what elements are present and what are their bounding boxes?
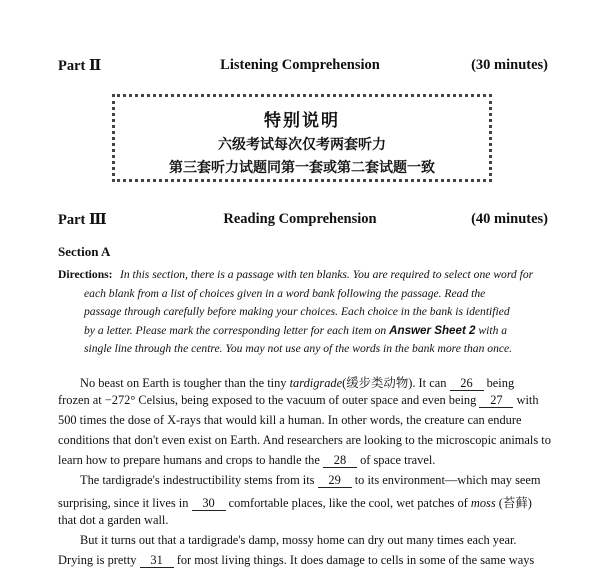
passage-p2-line-1	[80, 473, 541, 488]
blank-26: 26	[450, 377, 484, 391]
passage-p3-line-1: But it turns out that a tardigrade's damp, mossy home can dry out many times each year.	[80, 533, 517, 547]
passage-p3-line-2	[58, 553, 534, 568]
text: comfortable places, like the cool, wet patches of	[228, 496, 468, 510]
passage-p1-line-5	[58, 453, 435, 468]
passage-p1-line-2	[58, 393, 539, 408]
part-2-number: Part Ⅱ	[58, 58, 102, 74]
part-3-number: Part Ⅲ	[58, 212, 107, 228]
term-tardigrade: tardigrade	[289, 376, 343, 390]
directions-line-4-text: by a letter. Please mark the corresponding letter for each item on	[84, 323, 387, 337]
text: for most living things. It does damage to cells in some of the same ways	[176, 553, 535, 567]
blank-31: 31	[140, 554, 174, 568]
blank-30: 30	[192, 497, 226, 511]
text: (缓步类动物). It can	[342, 376, 447, 390]
directions-line-4	[84, 322, 507, 341]
passage-p2-line-3: that dot a garden wall.	[58, 513, 169, 527]
notice-title: 特别说明	[264, 111, 340, 131]
part-2-duration: (30 minutes)	[471, 57, 548, 73]
passage-p1-line-3: 500 times the dose of X-rays that would kill a human. In other words, the creature can endure	[58, 413, 522, 427]
blank-28: 28	[323, 454, 357, 468]
part-2-title: Listening Comprehension	[220, 57, 380, 73]
text: being	[486, 376, 515, 390]
text: surprising, since it lives in	[58, 496, 189, 510]
part-3-duration: (40 minutes)	[471, 211, 548, 227]
notice-line-1: 六级考试每次仅考两套听力	[218, 137, 386, 153]
blank-29: 29	[318, 474, 352, 488]
answer-sheet-ref: Answer Sheet 2	[389, 323, 476, 337]
special-notice-box	[112, 94, 492, 182]
text: No beast on Earth is tougher than the tiny	[80, 376, 287, 390]
text: Drying is pretty	[58, 553, 137, 567]
directions-line-2: each blank from a list of choices given in a word bank following the passage. Read the	[84, 286, 486, 300]
directions-line-4-end: with a	[478, 323, 508, 337]
directions-line-5: single line through the centre. You may not use any of the words in the bank more than once.	[84, 342, 513, 356]
text: frozen at −272° Celsius, being exposed to the vacuum of outer space and even being	[58, 393, 477, 407]
directions-line-3: passage through carefully before making your choices. Each choice in the bank is identified	[84, 305, 510, 319]
part-3-title: Reading Comprehension	[223, 211, 377, 227]
passage-p1-line-4: conditions that don't even exist on Earth. And researchers are looking to the microscopic animals to	[58, 433, 551, 447]
section-a-heading: Section A	[58, 244, 111, 259]
text: with	[516, 393, 539, 407]
text: of space travel.	[360, 453, 436, 467]
passage-p1-line-1	[80, 373, 514, 391]
text: learn how to prepare humans and crops to handle the	[58, 453, 320, 467]
passage-p2-line-2	[58, 493, 532, 511]
directions-line-1: In this section, there is a passage with ten blanks. You are required to select one word for	[120, 268, 534, 281]
notice-line-2: 第三套听力试题同第一套或第二套试题一致	[169, 160, 435, 176]
term-moss: moss	[470, 496, 496, 510]
blank-27: 27	[479, 394, 513, 408]
directions-label: Directions:	[58, 268, 113, 281]
text: The tardigrade's indestructibility stems from its	[80, 473, 315, 487]
text: to its environment—which may seem	[354, 473, 541, 487]
text: (苔藓)	[498, 496, 532, 510]
